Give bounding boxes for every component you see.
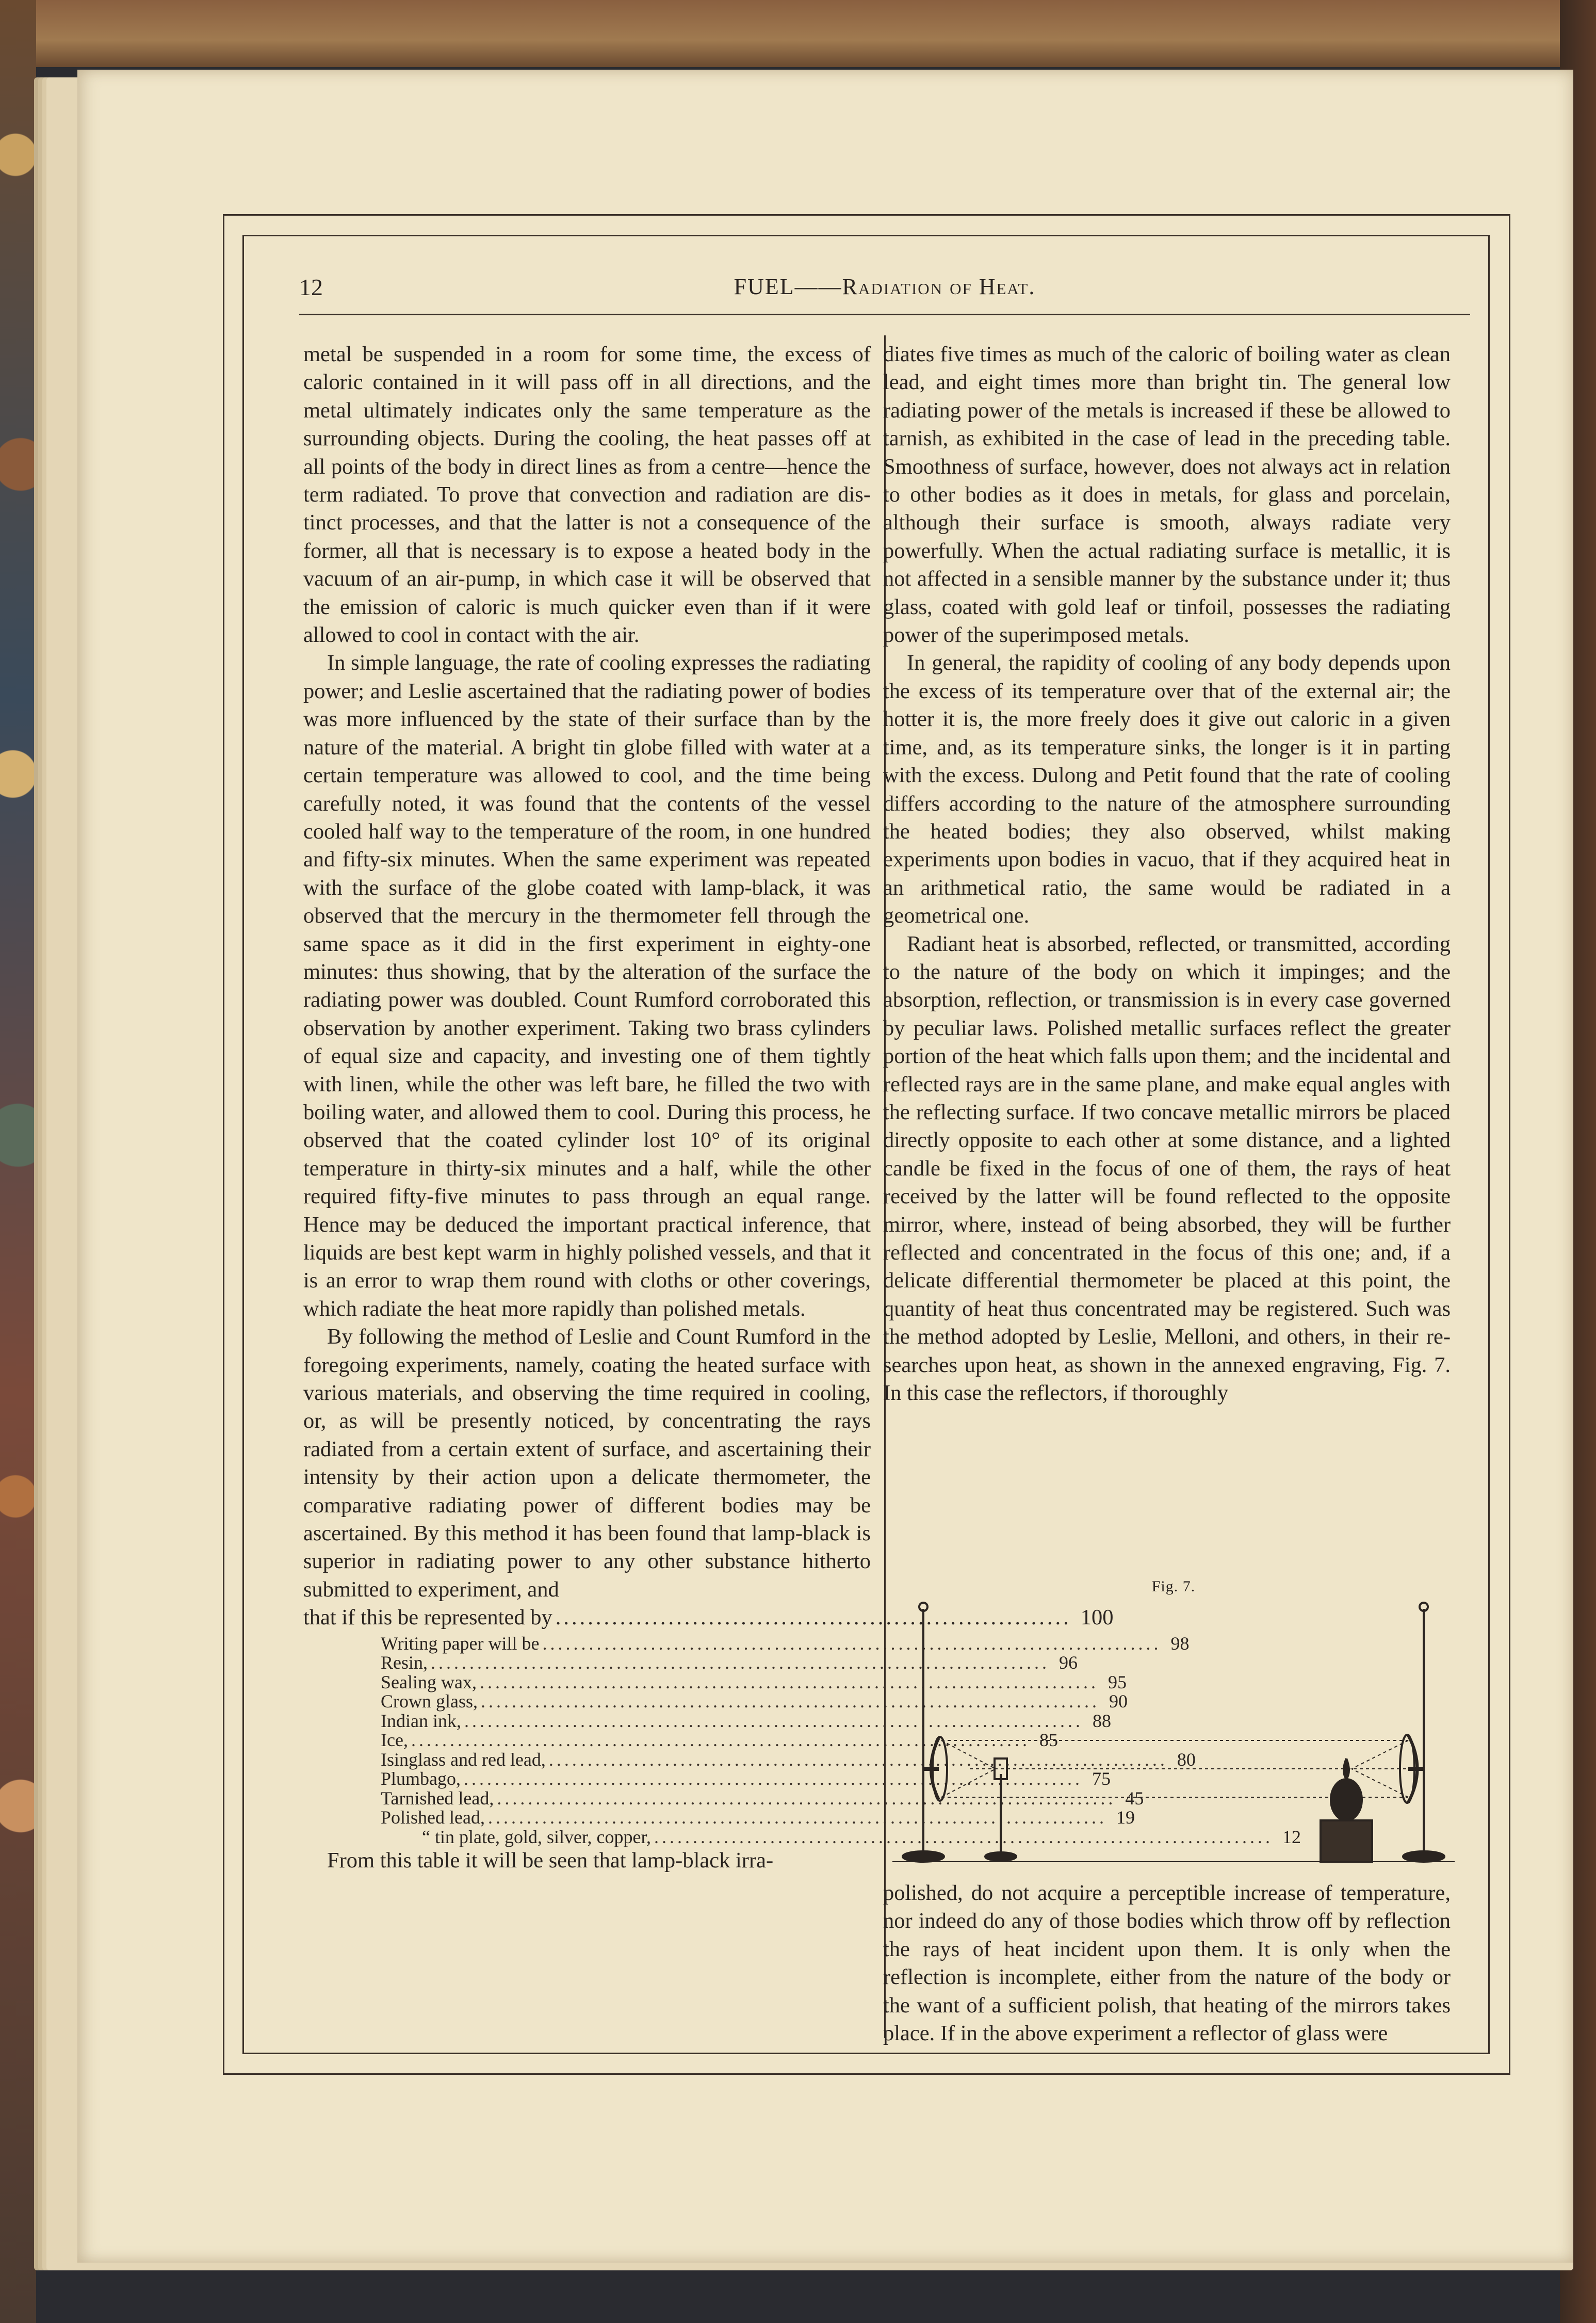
- table-lead-row: [303, 1604, 1114, 1632]
- candle-flame: [1344, 1759, 1349, 1779]
- table-row: [303, 1768, 1111, 1789]
- page-number: 12: [299, 274, 323, 300]
- table-row-value: 75: [1092, 1768, 1111, 1789]
- table-row-label: Plumbago,: [381, 1768, 461, 1789]
- candle-globe: [1331, 1779, 1362, 1820]
- table-row: [303, 1826, 1301, 1847]
- table-row-label: Indian ink,: [381, 1710, 461, 1731]
- figure-caption: Fig. 7.: [1151, 1578, 1196, 1595]
- right-column: [883, 341, 1451, 1407]
- table-row: [303, 1787, 1144, 1809]
- leader-dots: ................................................................................: [542, 1633, 1162, 1654]
- leader-dots: ................................................................................: [464, 1768, 1083, 1789]
- table-row-value: 95: [1108, 1671, 1127, 1692]
- leader-dots: ................................................................................: [479, 1671, 1099, 1692]
- paragraph: metal be suspended in a room for some time, the excess of caloric contained in it will pass off in all directions, and the metal ultimately indicates only the same temperature as the surrounding objects. During the cooling, the heat passes off at all points of the body in direct lines as from a centre—hence the term radiated. To prove that convection and radiation are distinct processes, and that the latter is not a consequence of the former, all that is necessary is to expose a heated body in the vacuum of an air-pump, in which case it will be observed that the emission of caloric is much quicker even than if it were allowed to cool in contact with the air.: [303, 342, 871, 648]
- left-stand-base: [903, 1851, 944, 1862]
- table-row-value: 45: [1125, 1787, 1144, 1809]
- leader-dots: ................................................................................: [431, 1652, 1050, 1673]
- leader-dots: ................................................................................: [497, 1787, 1116, 1809]
- paragraph: In simple language, the rate of cooling expresses the radiating power; and Leslie ascertained that the radiating power of bodies was more influenced by the state of their surface than by the nature of the material. A bright tin globe filled with water at a certain temperature was allowed to cool, and the time being carefully noted, it was found that the contents of the vessel cooled half way to the temperature of the room, in one hundred and fifty-six minutes. When the same experiment was repeated with the surface of the globe coated with lamp-black, it was observed that the mercury in the thermometer fell through the same space as it did in the first experiment in eighty-one minutes: thus showing, that by the alteration of the surface the radiating power was doubled. Count Rumford corroborated this observation by another experiment. Taking two brass cylinders of equal size and capacity, and investing one of them tightly with linen, while the other was left bare, he filled the two with boiling water, and allowed them to cool. During this process, he observed that the coated cylinder lost 10° of its original temperature in thirty-six minutes and a half, while the other required fifty-five minutes to pass through an equal range. Hence may be deduced the important practical inference, that liquids are best kept warm in highly polished vessels, and that it is an error to wrap them round with cloths or other coverings, which radiate the heat more rapidly than polished metals.: [303, 651, 871, 1321]
- table-row: [303, 1730, 1058, 1751]
- table-row-label: Tarnished lead,: [381, 1787, 494, 1809]
- table-row-value: 12: [1282, 1826, 1301, 1847]
- table-lead-text: that if this be represented by: [303, 1605, 552, 1630]
- table-row-label: “ tin plate, gold, silver, copper,: [422, 1826, 651, 1847]
- table-row-value: 90: [1109, 1691, 1128, 1712]
- table-row-label: Writing paper will be: [381, 1633, 540, 1654]
- table-row-label: Polished lead,: [381, 1807, 485, 1828]
- leader-dots: ................................................................: [555, 1605, 1071, 1630]
- candle-block: [1321, 1820, 1372, 1862]
- table-row: [303, 1633, 1190, 1654]
- leader-dots: ................................................................................: [654, 1826, 1273, 1847]
- table-row: [303, 1671, 1127, 1692]
- table-row-label: Isinglass and red lead,: [381, 1749, 546, 1770]
- paragraph: From this table it will be seen that lamp-black irra-: [327, 1848, 774, 1873]
- table-row-value: 80: [1177, 1749, 1196, 1770]
- table-row-value: 19: [1116, 1807, 1135, 1828]
- figure-7: [892, 1578, 1455, 1877]
- table-row-label: Crown glass,: [381, 1691, 478, 1712]
- table-row-label: Sealing wax,: [381, 1671, 477, 1692]
- leader-dots: ................................................................................: [487, 1807, 1107, 1828]
- header-rule: [299, 314, 1470, 315]
- table-row: [303, 1749, 1196, 1770]
- running-head: [299, 273, 1470, 310]
- radiating-power-table: [303, 1633, 1301, 1847]
- book-cover-top: [36, 0, 1596, 67]
- table-lead-value: 100: [1080, 1605, 1114, 1630]
- leader-dots: ................................................................................: [411, 1730, 1030, 1751]
- table-row: [303, 1807, 1135, 1828]
- book-binding-edge: [0, 0, 36, 2323]
- paragraph: In general, the rapidity of cooling of any body depends upon the excess of its temperature over that of the external air; the hotter it is, the more freely does it give out caloric in a given time, and, as its temperature sinks, the longer is it in parting with the excess. Dulong and Petit found that the rate of cooling differs according to the nature of the atmosphere surrounding the heated bodies; they also observed, whilst making experiments upon bodies in vacuo, that if they acquired heat in an arithmetical ratio, the same would be radiated in a geometrical one.: [883, 651, 1451, 928]
- right-column-continued: [883, 1879, 1451, 2047]
- table-row-label: Ice,: [381, 1730, 408, 1751]
- leader-dots: ................................................................................: [548, 1749, 1168, 1770]
- paragraph: By following the method of Leslie and Count Rumford in the foregoing experiments, namely, coating the heated surface with various materials, and observing the time required in cooling, or, as will be presently noticed, by concentrating the rays radiated from a certain extent of surface, and ascertaining their intensity by their action upon a delicate thermometer, the comparative radiating power of different bodies may be ascertained. By this method it has been found that lamp-black is superior in radiating power to any other substance hitherto submitted to experiment, and: [303, 1325, 871, 1602]
- leader-dots: ................................................................................: [481, 1691, 1100, 1712]
- table-row-label: Resin,: [381, 1652, 428, 1673]
- paragraph: polished, do not acquire a perceptible increase of temperature, nor indeed do any of those bodies which throw off by reflection the rays of heat incident upon them. It is only when the reflection is incomplete, either from the nature of the body or the want of a sufficient polish, that heating of the mirrors takes place. If in the above experiment a reflector of glass were: [883, 1881, 1451, 2046]
- right-stand-base: [1403, 1851, 1444, 1862]
- leader-dots: ................................................................................: [464, 1710, 1083, 1731]
- table-row-value: 85: [1039, 1730, 1058, 1751]
- table-row: [303, 1691, 1128, 1712]
- table-row: [303, 1652, 1078, 1673]
- table-row-value: 96: [1059, 1652, 1078, 1673]
- paragraph: Radiant heat is absorbed, reflected, or transmitted, according to the nature of the body on which it impinges; and the absorption, reflection, or transmission is in every case governed by peculiar laws. Polished metallic surfaces reflect the greater portion of the heat which falls upon them; and the incidental and reflected rays are in the same plane, and make equal angles with the reflecting surface. If two concave metallic mirrors be placed directly opposite to each other at some distance, and a lighted candle be fixed in the focus of one of them, the rays of heat received by the latter will be found reflected to the opposite mirror, where, instead of being absorbed, they will be further reflected and concentrated in the focus of this one; and, if a delicate differential thermometer be placed at this point, the quantity of heat thus concentrated may be registered. Such was the method adopted by Leslie, Melloni, and others, in their researches upon heat, as shown in the annexed engraving, Fig. 7. In this case the reflectors, if thoroughly: [883, 931, 1451, 1406]
- reflector-apparatus-illustration: [892, 1588, 1455, 1877]
- table-row-value: 88: [1092, 1710, 1111, 1731]
- table-row-value: 98: [1170, 1633, 1190, 1654]
- paragraph: diates five times as much of the caloric of boiling water as clean lead, and eight times more than bright tin. The general low radiating power of the metals is increased if these be allowed to tarnish, as exhibited in the case of lead in the preceding table. Smoothness of surface, however, does not always act in relation to other bodies as it does in metals, for glass and porcelain, although their surface is smooth, always radiate very powerfully. When the actual radiating surface is metallic, it is not affected in a sensible manner by the substance under it; thus glass, coated with gold leaf or tinfoil, possesses the radiating power of the superimposed metals.: [883, 342, 1451, 648]
- table-row: [303, 1710, 1111, 1731]
- running-title: FUEL——Radiation of Heat.: [734, 274, 1036, 299]
